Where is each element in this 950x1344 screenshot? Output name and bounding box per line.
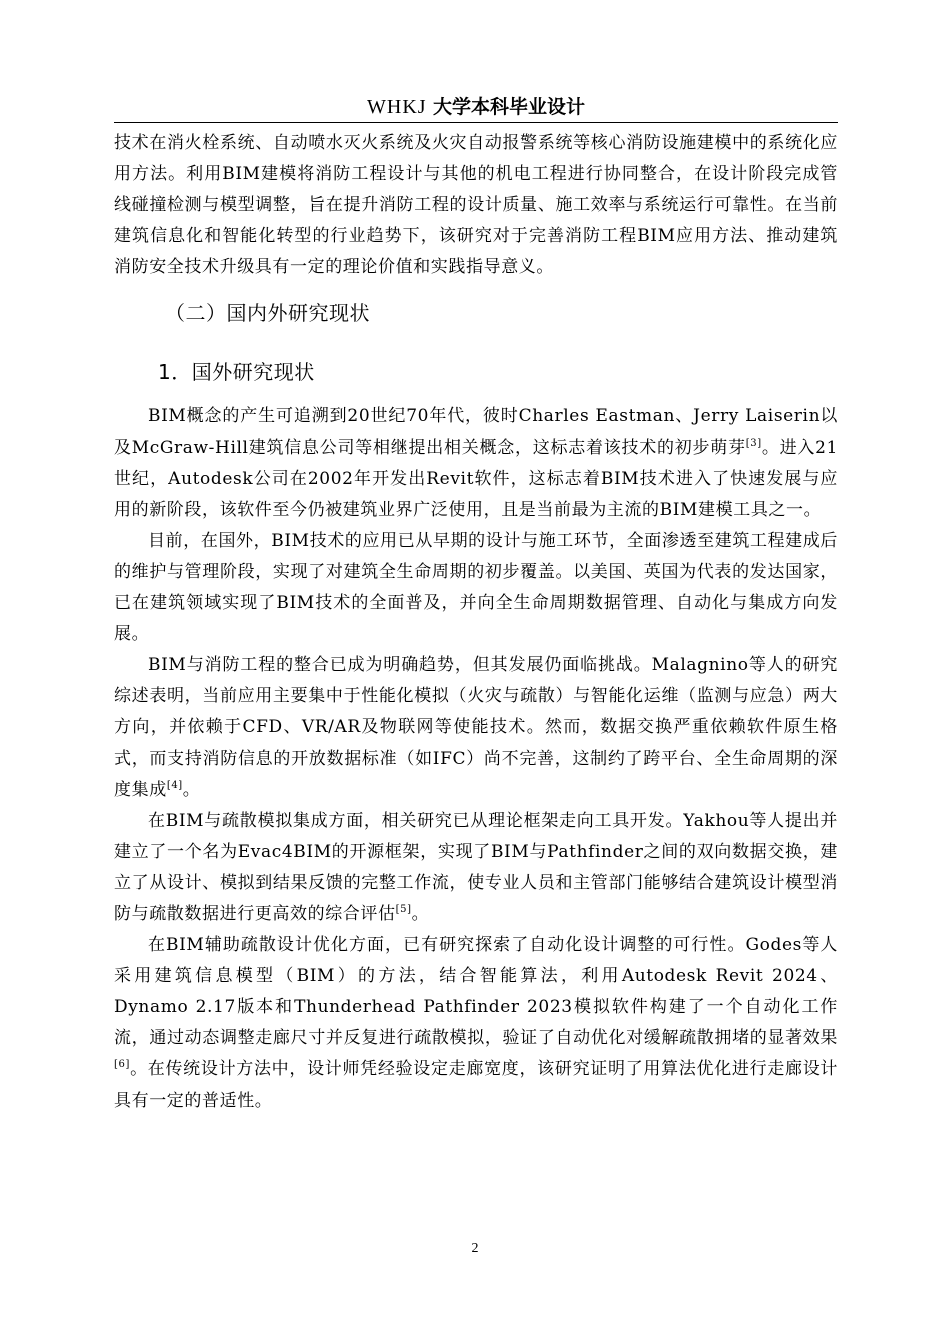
paragraph-5-text: 在BIM辅助疏散设计优化方面，已有研究探索了自动化设计调整的可行性。Godes等人采用建筑信息模型（BIM）的方法，结合智能算法，利用Autodesk Revit 2024、Dynamo 2.17版本和Thunderhead Pathfinder 2023模拟软件构建了一个自动化工作流，通过动态调整走廊尺寸并反复进行疏散模拟，验证了自动优化对缓解疏散拥堵的显著效果 <box>114 935 838 1049</box>
subsection-heading: 1．国外研究现状 <box>158 360 315 385</box>
header-title: 大学本科毕业设计 <box>432 96 585 118</box>
intro-paragraph: 技术在消火栓系统、自动喷水灭火系统及火灾自动报警系统等核心消防设施建模中的系统化应用方法。利用BIM建模将消防工程设计与其他的机电工程进行协同整合，在设计阶段完成管线碰撞检测与模型调整，旨在提升消防工程的设计质量、施工效率与系统运行可靠性。在当前建筑信息化和智能化转型的行业趋势下，该研究对于完善消防工程BIM应用方法、推动建筑消防安全技术升级具有一定的理论价值和实践指导意义。 <box>114 133 838 278</box>
page-header <box>114 90 838 123</box>
citation-5: [5] <box>395 903 412 915</box>
page-number: 2 <box>471 1241 479 1256</box>
paragraph-5-tail: 。在传统设计方法中，设计师凭经验设定走廊宽度，该研究证明了用算法优化进行走廊设计具有一定的普适性。 <box>114 1059 838 1111</box>
citation-3: [3] <box>745 437 762 449</box>
section-heading: （二）国内外研究现状 <box>165 301 370 326</box>
paragraph-1-text: BIM概念的产生可追溯到20世纪70年代，彼时Charles Eastman、Jerry Laiserin以及McGraw-Hill建筑信息公司等相继提出相关概念，这标志着该技术的初步萌芽 <box>114 406 838 458</box>
header-brand: WHKJ <box>367 96 427 118</box>
paragraph-1-tail: 。进入21世纪，Autodesk公司在2002年开发出Revit软件，这标志着BIM技术进入了快速发展与应用的新阶段，该软件至今仍被建筑业界广泛使用，且是当前最为主流的BIM建模工具之一。 <box>114 437 838 520</box>
paragraph-4-text: 在BIM与疏散模拟集成方面，相关研究已从理论框架走向工具开发。Yakhou等人提出并建立了一个名为Evac4BIM的开源框架，实现了BIM与Pathfinder之间的双向数据交换，建立了从设计、模拟到结果反馈的完整工作流，使专业人员和主管部门能够结合建筑设计模型消防与疏散数据进行更高效的综合评估 <box>114 810 838 924</box>
paragraph-1 <box>114 401 838 525</box>
paragraph-3 <box>114 650 838 805</box>
paragraph-3-tail: 。 <box>182 779 201 800</box>
paragraph-5 <box>114 930 838 1117</box>
citation-6: [6] <box>114 1059 130 1071</box>
document-body <box>114 128 838 1117</box>
paragraph-2: 目前，在国外，BIM技术的应用已从早期的设计与施工环节，全面渗透至建筑工程建成后的维护与管理阶段，实现了对建筑全生命周期的初步覆盖。以美国、英国为代表的发达国家，已在建筑领域实现了BIM技术的全面普及，并向全生命周期数据管理、自动化与集成方向发展。 <box>114 530 838 645</box>
citation-4: [4] <box>166 779 183 791</box>
paragraph-4 <box>114 806 838 930</box>
paragraph-4-tail: 。 <box>411 903 430 924</box>
paragraph-3-text: BIM与消防工程的整合已成为明确趋势，但其发展仍面临挑战。Malagnino等人的研究综述表明，当前应用主要集中于性能化模拟（火灾与疏散）与智能化运维（监测与应急）两大方向，并依赖于CFD、VR/AR及物联网等使能技术。然而，数据交换严重依赖软件原生格式，而支持消防信息的开放数据标准（如IFC）尚不完善，这制约了跨平台、全生命周期的深度集成 <box>114 655 838 800</box>
